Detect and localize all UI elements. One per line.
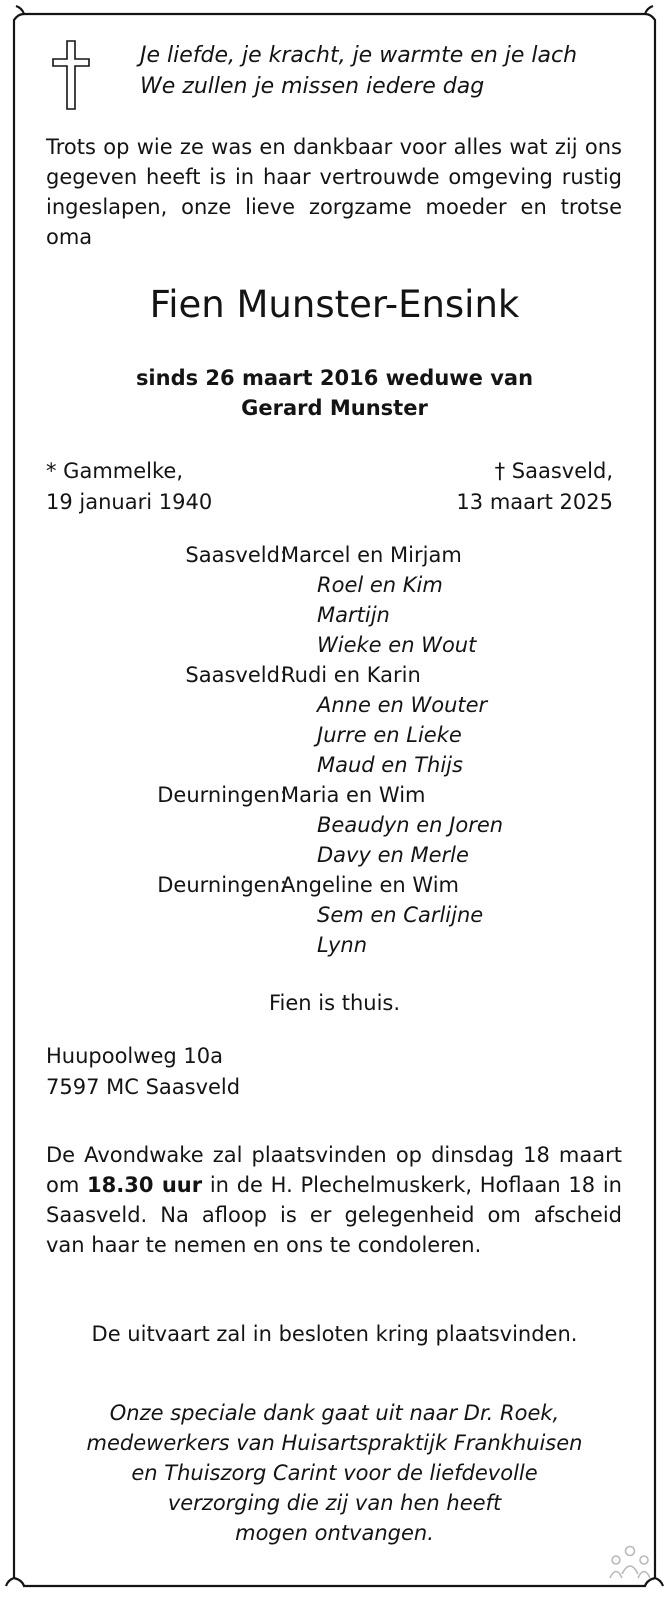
thanks-line: en Thuiszorg Carint voor de liefdevolle xyxy=(131,1461,538,1485)
motto xyxy=(140,40,630,102)
grandchild-row xyxy=(0,930,669,960)
grandchild-name: Martijn xyxy=(317,603,390,627)
death-date: 13 maart 2025 xyxy=(456,490,613,514)
thanks-line: medewerkers van Huisartspraktijk Frankhuisen xyxy=(86,1431,583,1455)
family-list xyxy=(0,540,669,960)
grandchild-row xyxy=(0,600,669,630)
grandchild-name: Lynn xyxy=(317,933,367,957)
family-entry xyxy=(0,780,669,810)
deceased-name: Fien Munster-Ensink xyxy=(149,283,520,326)
grandchild-row xyxy=(0,630,669,660)
grandchild-name: Beaudyn en Joren xyxy=(317,813,504,837)
motto-line: We zullen je missen iedere dag xyxy=(140,74,485,99)
cross-icon xyxy=(52,40,90,110)
grandchild-name: Davy en Merle xyxy=(317,843,469,867)
vigil-time: 18.30 uur xyxy=(87,1173,203,1197)
address-street: Huupoolweg 10a xyxy=(46,1044,223,1068)
grandchild-row xyxy=(0,690,669,720)
family-entry xyxy=(0,870,669,900)
birth-info xyxy=(46,456,212,518)
family-location: Saasveld: xyxy=(185,543,287,567)
family-name: Maria en Wim xyxy=(281,783,426,807)
grandchild-row xyxy=(0,840,669,870)
vigil-details: in de H. Plechelmuskerk, Hoflaan 18 in Saasveld. Na afloop is er gelegenheid om afscheid van haar te nemen en ons te condoleren. xyxy=(46,1173,622,1257)
family-entry xyxy=(0,540,669,570)
intro-text: Trots op wie ze was en dankbaar voor alles wat zij ons gegeven heeft is in haar vertrouwde omgeving rustig ingeslapen, onze lieve zorgzame moeder en trotse oma xyxy=(46,135,622,249)
family-location: Deurningen: xyxy=(157,783,287,807)
thanks-line: mogen ontvangen. xyxy=(235,1521,434,1545)
grandchild-name: Jurre en Lieke xyxy=(317,723,462,747)
death-info xyxy=(456,456,613,518)
family-name: Marcel en Mirjam xyxy=(281,543,462,567)
grandchild-name: Roel en Kim xyxy=(317,573,443,597)
thanks-text xyxy=(0,1398,669,1548)
grandchild-row xyxy=(0,570,669,600)
grandchild-name: Maud en Thijs xyxy=(317,753,463,777)
address-city: 7597 MC Saasveld xyxy=(46,1075,241,1099)
grandchild-name: Sem en Carlijne xyxy=(317,903,484,927)
widow-note xyxy=(0,363,669,423)
death-place: † Saasveld, xyxy=(494,459,613,483)
motto-line: Je liefde, je kracht, je warmte en je lach xyxy=(140,43,578,68)
vigil-text xyxy=(46,1140,622,1260)
widow-line: Gerard Munster xyxy=(241,396,428,420)
family-name: Angeline en Wim xyxy=(281,873,459,897)
birth-place: * Gammelke, xyxy=(46,459,183,483)
family-entry xyxy=(0,660,669,690)
grandchild-row xyxy=(0,720,669,750)
thanks-line: Onze speciale dank gaat uit naar Dr. Roek, xyxy=(109,1401,560,1425)
birth-date: 19 januari 1940 xyxy=(46,490,213,514)
funeral-note: De uitvaart zal in besloten kring plaatsvinden. xyxy=(91,1322,578,1346)
thanks-line: verzorging die zij van hen heeft xyxy=(167,1491,502,1515)
grandchild-row xyxy=(0,750,669,780)
grandchild-row xyxy=(0,900,669,930)
widow-line: sinds 26 maart 2016 weduwe van xyxy=(135,366,534,390)
grandchild-name: Wieke en Wout xyxy=(317,633,477,657)
grandchild-row xyxy=(0,810,669,840)
address xyxy=(46,1041,240,1103)
grandchild-name: Anne en Wouter xyxy=(317,693,488,717)
family-location: Deurningen: xyxy=(157,873,287,897)
family-name: Rudi en Karin xyxy=(281,663,421,687)
people-icon xyxy=(608,1544,652,1582)
home-note: Fien is thuis. xyxy=(268,991,401,1015)
vigil-intro: De Avondwake zal plaatsvinden op dinsdag 18 maart om xyxy=(46,1143,622,1197)
family-location: Saasveld: xyxy=(185,663,287,687)
